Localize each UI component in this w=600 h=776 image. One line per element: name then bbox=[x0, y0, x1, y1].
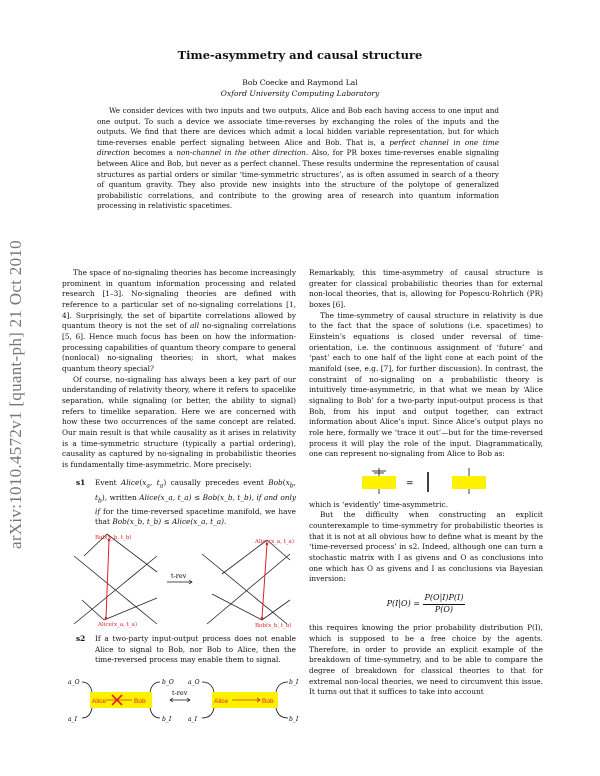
paragraph: The space of no-signaling theories has become increasingly prominent in quantum information processing and related research [1–3]. No-signaling theories are defined with reference to a particular set of no-signaling correlations [1, 4]. Surprisingly, the set of bipartite correlations allowed by quantum theory is not the set of all no-signaling correlations [5, 6]. Hence much focus has been on how the information-processing capabilities of quantum theory compare to general (nonlocal) no-signaling theories; in short, what makes quantum theory special? bbox=[62, 268, 296, 373]
paragraph: Remarkably, this time-asymmetry of causal structure is greater for classical probabilistic theories than for external non-local theories, that is, allowing for Popescu-Rohrlich (PR) boxes [6]. bbox=[309, 268, 543, 309]
paper-authors: Bob Coecke and Raymond Lal bbox=[242, 78, 358, 87]
trev-label-2: t-rev bbox=[172, 689, 188, 697]
paragraph: The time-symmetry of causal structure in relativity is due to the fact that the space of solutions (i.e. spacetimes) to Einstein’s equations is closed under reversal of time-orientation, i.e. the continuous assignment of ‘future’ and ‘past’ each to one half of the light cone at each point of the manifold (see, e.g. [7], for further discussion). In contrast, the constraint of no-signaling on a probabilistic theory is intuitively time-asymmetric, in that what we mean by ‘Alice signaling to Bob’ for a two-party input-output process is that Bob, from his input and output together, can extract information about Alice’s input. Since Alice’s output plays no role here, formally we ‘trace it out’—but for the time-reversed process it will play the role of the input. Diagrammatically, one can represent no-signaling from Alice to Bob as: bbox=[309, 310, 543, 459]
svg-text:Bob: Bob bbox=[262, 698, 274, 705]
svg-text:b_I: b_I bbox=[289, 679, 299, 686]
right-column bbox=[309, 268, 543, 698]
svg-text:=: = bbox=[406, 478, 414, 489]
svg-text:Alice: Alice bbox=[214, 698, 229, 705]
svg-text:b_I: b_I bbox=[289, 716, 299, 723]
svg-text:a_O: a_O bbox=[68, 679, 80, 686]
box-right bbox=[188, 679, 299, 723]
paragraph: But the difficulty when constructing an explicit counterexample to time-symmetry for probabilistic theories is that it is not at all obvious how to define what is meant by the ‘time-reversed process’ in s2. Indeed, although one can turn a stochastic matrix with I as givens and O as conclusions into one which has O as givens and I as conclusions via Bayesian inversion: bbox=[309, 510, 543, 584]
label-bob-top: Bob(x_b, t_b) bbox=[95, 535, 132, 542]
lightcone-figure bbox=[62, 534, 296, 630]
statement-s2: s2 If a two-party input-output process does not enable Alice to signal to Bob, nor Bob to Alice, then the time-reversed process may enable them to signal. bbox=[76, 634, 296, 665]
paper-title: Time-asymmetry and causal structure bbox=[177, 48, 423, 62]
arxiv-stamp: arXiv:1010.4572v1 [quant-ph] 21 Oct 2010 bbox=[6, 240, 25, 550]
bayes-equation: P(I|O) = $\frac{P(O|I)P(I)}{P(O)}$ bbox=[386, 593, 464, 614]
no-signaling-diagram bbox=[309, 468, 543, 494]
label-alice-top: Alice(x_a, t_a) bbox=[255, 539, 294, 546]
lightcone-left bbox=[74, 534, 157, 628]
svg-text:a_I: a_I bbox=[188, 716, 197, 723]
statement-s1: s1 Event $Alice(x_a$, $t_a$) causally precedes event $Bob(x_b$, $t_b$), written Alice(x_a, t_a) ≤ Bob(x_b, t_b), if and only if for the time-reversed spacetime manifold, we have that Bob(x_b, t_b) ≤ Alice(x_a, t_a). bbox=[76, 478, 297, 527]
bob-label: Bob bbox=[134, 698, 146, 705]
paper-affiliation: Oxford University Computing Laboratory bbox=[220, 89, 380, 98]
box-left bbox=[68, 679, 174, 723]
left-column bbox=[62, 268, 299, 734]
trev-label: t-rev bbox=[171, 572, 187, 581]
svg-text:a_I: a_I bbox=[68, 716, 77, 723]
alice-label: Alice bbox=[92, 698, 107, 705]
paragraph: this requires knowing the prior probability distribution P(I), which is supposed to be a free choice by the agents. Therefore, in order to provide an explicit example of the breakdown of time-symmetry, and to be able to compare the degree of breakdown for classical theories to that for extremal non-local theories, we need to circumvent this issue. It turns out that it suffices to take into account bbox=[309, 623, 543, 697]
paragraph: which is ‘evidently’ time-asymmetric. bbox=[309, 499, 448, 509]
label-alice-bottom: Alice(x_a, t_a) bbox=[98, 622, 137, 629]
label-bob-bottom: Bob(x_b, t_b) bbox=[255, 623, 292, 630]
svg-text:b_O: b_O bbox=[162, 679, 174, 686]
lightcone-right bbox=[202, 538, 294, 629]
box-figure bbox=[62, 672, 299, 730]
svg-text:a_O: a_O bbox=[188, 679, 200, 686]
abstract: We consider devices with two inputs and two outputs, Alice and Bob each having access to one input and one output. To such a device we associate time-reverses by exchanging the roles of the inputs and the outputs. We find that there are devices which admit a local hidden variable representation, but for which time-reverses enable perfect signaling between Alice and Bob. That is, a perfect channel in one time direction becomes a non-channel in the other direction. Also, for PR boxes time-reverses enable signaling between Alice and Bob, but never as a perfect channel. These results undermine the representation of causal structures as partial orders or similar ‘time-symmetric structures’, as is often assumed in search of a theory of quantum gravity. They also provide new insights into the structure of the polytope of generalized probabilistic correlations, and contribute to the growing area of research into quantum information processing in relativistic spacetimes. bbox=[97, 106, 499, 211]
svg-text:b_I: b_I bbox=[162, 716, 172, 723]
paragraph: Of course, no-signaling has always been a key part of our understanding of relativity theory, where it refers to spacelike separation, while signaling (or better, the ability to signal) refers to timelike separation. Here we are concerned with how these two occurrences of the same concept are related. Our main result is that while causality as it arises in relativity is a time-symmetric structure (typically a partial ordering), causality as captured by no-signaling in probabilistic theories is fundamentally time-asymmetric. More precisely: bbox=[62, 374, 296, 469]
